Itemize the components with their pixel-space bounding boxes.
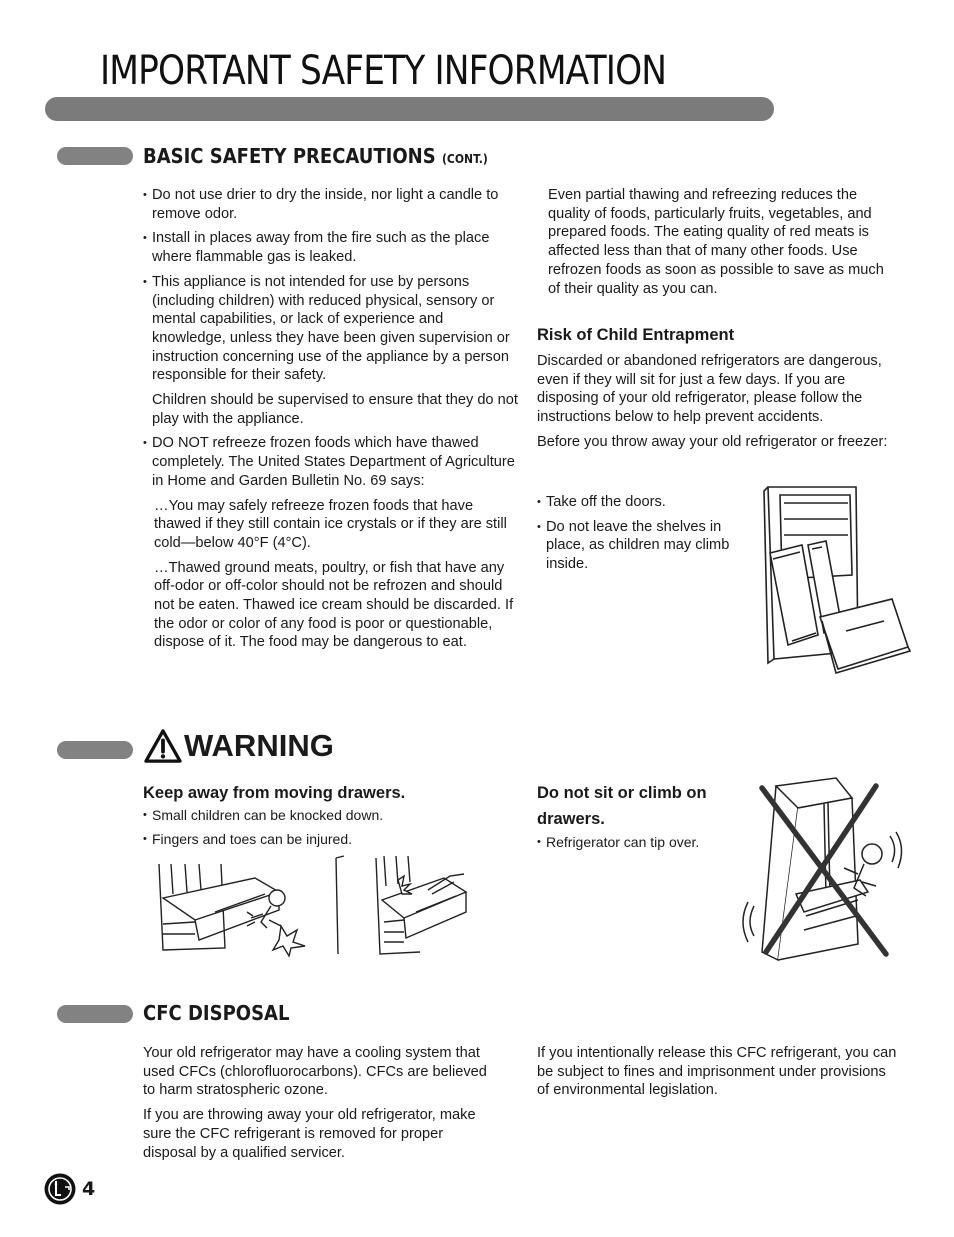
basic-safety-heading-suffix: (CONT.) <box>441 152 488 166</box>
doors-removed-illustration <box>760 483 912 683</box>
entrapment-paragraph: Before you throw away your old refrigerator or freezer: <box>537 433 888 450</box>
basic-safety-heading <box>143 144 488 168</box>
list-item: • Fingers and toes can be injured. <box>143 830 353 847</box>
list-item: • Do not use drier to dry the inside, nor light a candle to remove odor. <box>143 187 499 222</box>
list-item: • Do not leave the shelves in place, as children may climb inside. <box>537 518 730 573</box>
list-item: • DO NOT refreeze frozen foods which have thawed completely. The United States Department of Agriculture in Home and Garden Bulletin No. 69 says: <box>143 435 515 489</box>
page-title: IMPORTANT SAFETY INFORMATION <box>100 48 667 94</box>
moving-drawers-heading: Keep away from moving drawers. <box>143 784 406 802</box>
cfc-left-column: Your old refrigerator may have a cooling system that used CFCs (chlorofluorocarbons). CFCs are believed to harm stratospheric ozone. If you are throwing away your old refrigerator, make sure the CFC refrigerant is removed for proper disposal by a qualified servicer. <box>143 1045 487 1161</box>
usda-quote-2: …Thawed ground meats, poultry, or fish that have any off-odor or off-color should not be refrozen and should not be eaten. Thawed ice cream should be discarded. If the odor or color of any food is poor or questionable, dispose of it. The food may be dangerous to eat. <box>154 559 514 651</box>
list-item: • This appliance is not intended for use by persons (including children) with reduced physical, sensory or mental capabilities, or lack of experience and knowledge, unless they have been given supervision or instruction concerning use of the appliance by a person responsible for their safety. <box>143 273 510 384</box>
supervise-note: Children should be supervised to ensure that they do not play with the appliance. <box>152 392 518 427</box>
warning-heading <box>144 728 334 764</box>
list-item: • Take off the doors. <box>537 494 666 510</box>
entrapment-section <box>537 322 899 458</box>
list-item: • Install in places away from the fire such as the place where flammable gas is leaked. <box>143 230 490 266</box>
warning-triangle-icon <box>144 729 182 763</box>
warning-heading-text: WARNING <box>184 728 334 763</box>
cfc-right-column: If you intentionally release this CFC refrigerant, you can be subject to fines and imprisonment under provisions of environmental legislation. <box>537 1045 897 1099</box>
title-bar <box>45 97 774 121</box>
entrapment-heading: Risk of Child Entrapment <box>537 326 735 344</box>
tip-over-illustration <box>740 776 915 966</box>
section-marker <box>57 741 133 759</box>
climb-drawers-heading: Do not sit or climb on drawers. <box>537 784 707 828</box>
climb-drawers-block <box>537 780 747 857</box>
lg-logo-icon <box>44 1173 76 1205</box>
moving-drawers-block <box>143 780 483 853</box>
entrapment-paragraph: Discarded or abandoned refrigerators are dangerous, even if they will sit for just a few days. If you are disposing of your old refrigerator, please follow the instructions below to help prevent accidents. <box>537 353 882 426</box>
section-marker <box>57 1005 133 1023</box>
finger-pinch-illustration <box>332 856 472 956</box>
usda-quote-1: …You may safely refreeze frozen foods that have thawed if they still contain ice crystals or if they are still cold—below 40°F (4°C). <box>154 497 507 551</box>
cfc-heading: CFC DISPOSAL <box>143 1001 290 1025</box>
drawer-knock-illustration <box>155 864 310 956</box>
basic-safety-heading-text: BASIC SAFETY PRECAUTIONS <box>143 144 436 168</box>
list-item: • Refrigerator can tip over. <box>537 834 700 850</box>
entrapment-bullets <box>537 493 752 580</box>
section-marker <box>57 147 133 165</box>
list-item: • Small children can be knocked down. <box>143 807 384 823</box>
basic-safety-left-column <box>143 186 521 658</box>
page-number: 4 <box>82 1178 96 1200</box>
continuation-paragraph: Even partial thawing and refreezing reduces the quality of foods, particularly fruits, vegetables, and prepared foods. The eating quality of red meats is affected less than that of many other foods. Use refrozen foods as soon as possible to save as much of their quality as you can. <box>548 187 884 297</box>
